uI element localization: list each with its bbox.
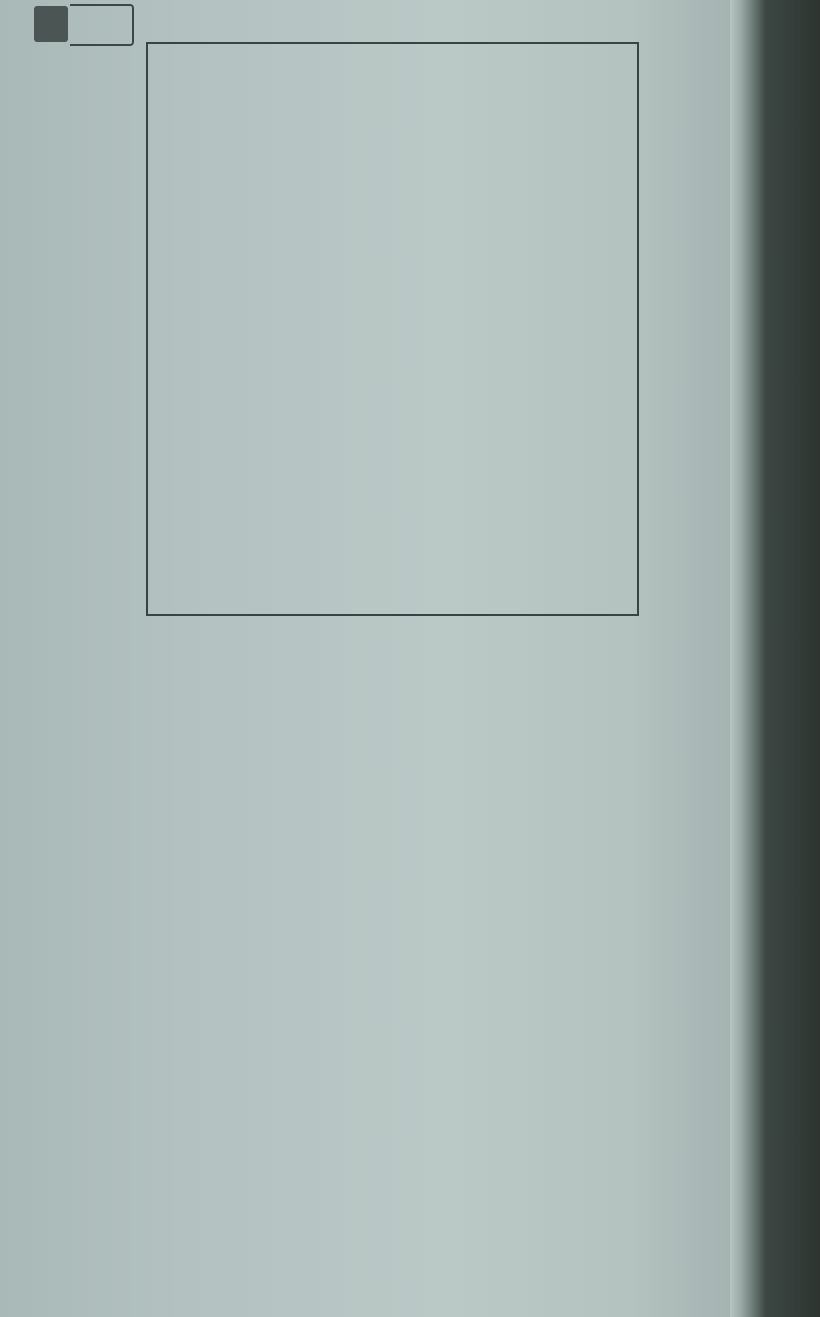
hots-badge-icon bbox=[34, 6, 68, 42]
question-number bbox=[70, 4, 134, 46]
page-edge-shadow bbox=[730, 0, 820, 1317]
passage-box bbox=[146, 42, 639, 616]
